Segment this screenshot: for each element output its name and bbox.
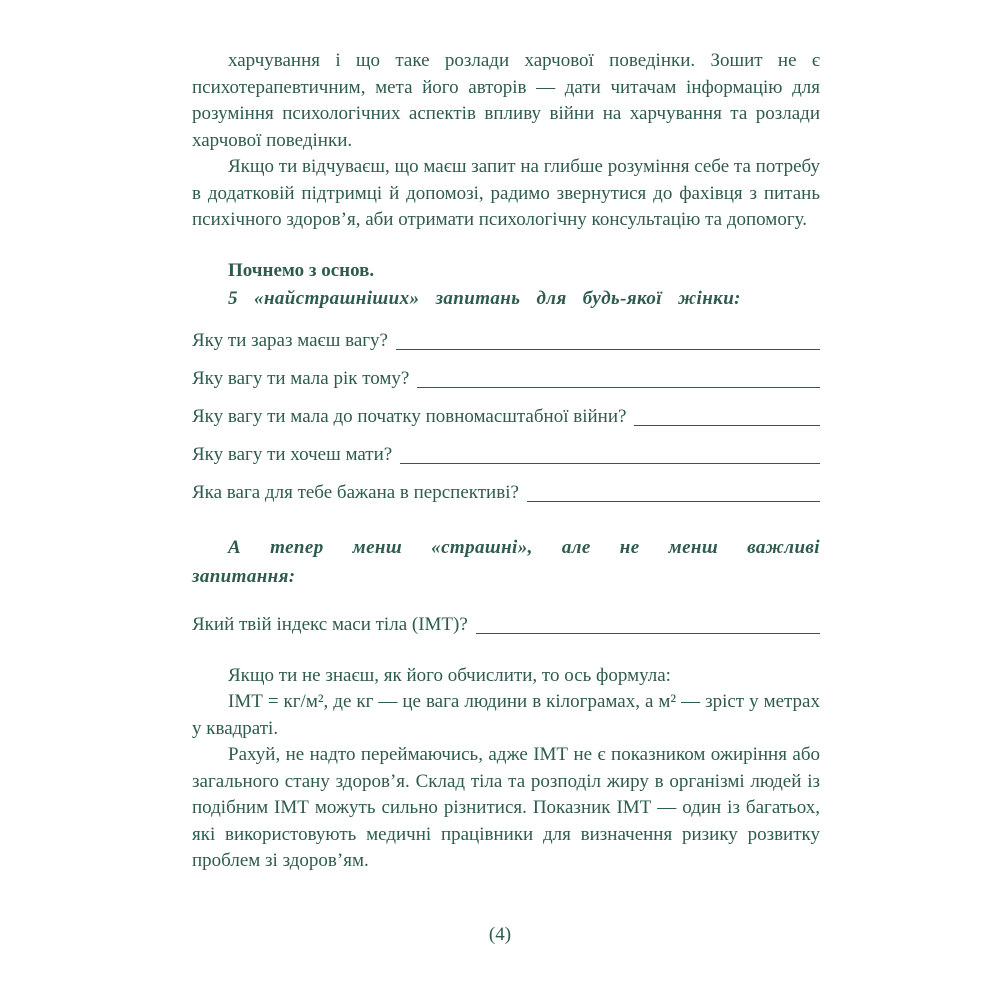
question-row [192,481,820,505]
question-row [192,329,820,353]
section-heading-basics: Почнемо з основ. [228,259,375,281]
subheading-scary-questions: 5 «найстрашніших» запитань для будь-якої жінки: [228,287,741,309]
question-text: Який твій індекс маси тіла (ІМТ)? [192,613,468,635]
question-text: Яку вагу ти хочеш мати? [192,443,393,465]
question-row [192,405,820,429]
page-content [192,48,820,875]
answer-blank-line [396,349,820,350]
answer-blank-line [400,463,820,464]
question-text: Яку вагу ти мала до початку повномасштабної війни? [192,405,627,427]
page-number: (4) [488,924,512,945]
question-text: Яка вага для тебе бажана в перспективі? [192,481,519,503]
question-row-bmi [192,613,820,637]
weight-questions-list [192,329,820,505]
question-row [192,367,820,391]
paragraph-intro-continued: харчування і що таке розлади харчової поведінки. Зошит не є психотерапевтичним, мета його авторів — дати читачам інформацію для розуміння психологічних аспектів впливу війни на харчування та розлади харчової поведінки. [192,50,820,151]
paragraph-bmi-formula: ІМТ = кг/м², де кг — це вага людини в кілограмах, а м² — зріст у метрах у квадраті. [192,691,820,739]
paragraph-bmi-caveat: Рахуй, не надто переймаючись, адже ІМТ не є показником ожиріння або загального стану здоров’я. Склад тіла та розподіл жиру в організмі людей із подібним ІМТ можуть сильно різнитися. Показник ІМТ — один із багатьох, які використовують медичні працівники для визначення ризику розвитку проблем зі здоров’ям. [192,744,820,871]
paragraph-advice: Якщо ти відчуваєш, що маєш запит на глибше розуміння себе та потребу в додатковій підтримці й допомозі, радимо звернутися до фахівця з питань психічного здоров’я, аби отримати психологічну консультацію та допомогу. [192,156,820,230]
answer-blank-line [527,501,820,502]
answer-blank-line [634,425,820,426]
question-text: Яку вагу ти мала рік тому? [192,367,410,389]
answer-blank-line [476,633,820,634]
question-text: Яку ти зараз маєш вагу? [192,329,388,351]
subheading-less-scary-questions: А тепер менш «страшні», але не менш важливі запитання: [192,536,820,587]
answer-blank-line [417,387,820,388]
question-row [192,443,820,467]
paragraph-formula-intro: Якщо ти не знаєш, як його обчислити, то ось формула: [228,664,671,686]
